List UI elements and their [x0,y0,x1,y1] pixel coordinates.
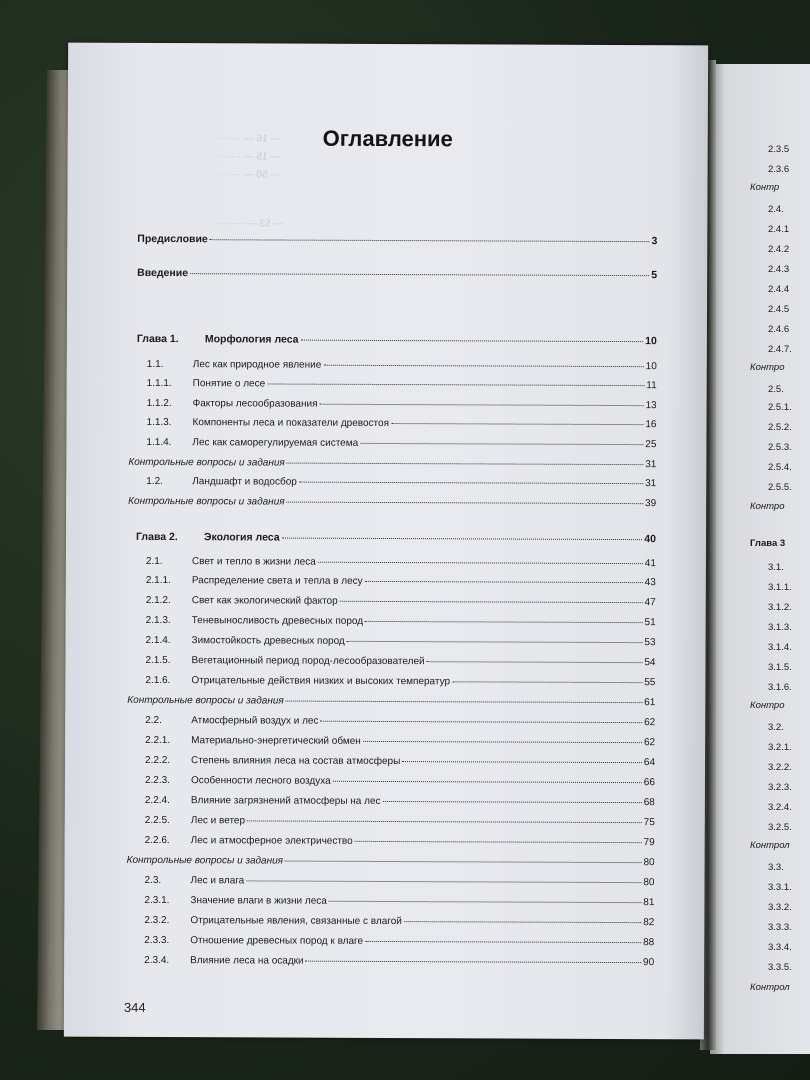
toc-section-row [144,935,654,948]
toc-entry-number: 2.1.6. [145,674,171,687]
toc-review-questions-row [128,496,656,509]
toc-entry-label: Контрольные вопросы и задания [126,854,284,867]
toc-page-number: 11 [646,380,657,392]
toc-entry-label: Экология леса [203,531,280,544]
bleed-through-text: — 50 — ······· [217,169,281,181]
toc-page-number: 40 [644,533,657,546]
toc-page-number: 75 [643,817,655,829]
dot-leader [285,861,641,864]
toc-section-row [145,735,655,748]
toc-entry-number: 2.1.3. [145,614,171,627]
toc-entry-label: Влияние загрязнений атмосферы на лес [190,795,381,807]
toc-section-row [146,635,656,648]
toc-page-number: 16 [645,419,657,431]
right-page-entry: 3.2.5. [768,822,792,833]
toc-section-row [147,398,657,411]
toc-page-number: 55 [644,677,656,689]
dot-leader [329,901,641,903]
right-page-entry: 2.4.3 [768,264,790,275]
toc-review-questions-row [127,855,655,868]
right-page-entry: 3.1.6. [768,682,792,693]
right-page-entry: 3.1.4. [768,642,792,653]
toc-page-number: 39 [645,498,657,510]
toc-entry-label: Понятие о лесе [192,378,266,390]
toc-section-row [145,775,655,788]
left-page [64,43,708,1040]
toc-section-row [146,417,656,430]
dot-leader [323,365,643,367]
toc-section-row [147,378,657,391]
right-page-entry: 3.3. [768,862,784,873]
toc-section-row [145,655,655,668]
toc-section-row [144,875,654,888]
right-page-entry: 2.5.5. [768,482,792,493]
right-page-entry: 3.2.1. [768,742,792,753]
toc-entry-label: Значение влаги в жизни леса [190,895,327,907]
toc-page-number: 31 [645,459,657,471]
toc-entry-number: 1.2. [146,475,163,488]
dot-leader [287,502,643,505]
toc-entry-number: 2.1.2. [145,594,171,607]
toc-entry-label: Лес как природное явление [192,359,322,371]
toc-entry-number: 2.2.6. [144,834,170,847]
right-page-entry: 3.2.3. [768,782,792,793]
right-page-entry: Контро [750,501,785,512]
toc-entry-label: Лес и ветер [190,815,246,827]
toc-entry-number: 2.3.3. [144,934,170,947]
toc-page-number: 53 [644,637,656,649]
toc-entry-number: Введение [137,266,189,280]
toc-page-number: 62 [643,737,656,749]
bleed-through-text: — 16 — ······· [217,133,281,145]
toc-page-number: 47 [644,597,656,609]
toc-chapter-row [136,531,656,545]
dot-leader [210,239,650,242]
toc-entry-label: Свет как экологический фактор [191,595,338,607]
toc-entry-number: 2.1.5. [145,654,171,667]
right-page-entry: Контро [750,362,785,373]
toc-entry-label: Контрольные вопросы и задания [127,694,284,707]
right-page-entry: 3.1.5. [768,662,792,673]
toc-section-row [145,815,655,828]
right-page [710,64,810,1054]
toc-entry-number: Глава 2. [135,530,178,544]
toc-entry-number: Глава 1. [136,332,179,346]
toc-entry-label: Теневыносливость древесных пород [191,615,364,627]
toc-page-number: 90 [643,957,655,969]
toc-entry-number: 2.1. [145,555,163,568]
toc-entry-label: Распределение света и тепла в лесу [191,575,363,587]
toc-section-row [147,359,657,372]
toc-section-row [146,575,656,588]
right-page-entry: 3.1.2. [768,602,792,613]
right-page-entry: 2.5.4. [768,462,792,473]
right-page-entry: 3.3.2. [768,902,792,913]
bleed-through-text: — 15 — ······· [217,151,281,163]
right-page-entry: Контрол [750,982,790,993]
right-page-entry: 2.4.6 [768,324,790,335]
toc-page-number: 79 [643,837,655,849]
right-page-entry: 3.1. [768,562,784,573]
toc-section-row [146,556,656,569]
toc-page-number: 54 [644,657,656,669]
toc-entry-label: Контрольные вопросы и задания [128,495,285,508]
right-page-entry: 2.4.2 [768,244,790,255]
toc-page-number: 61 [644,697,656,709]
right-page-entry: 2.4.1 [768,224,790,235]
dot-leader [320,404,644,406]
toc-entry-number: 2.2.3. [144,774,171,787]
toc-entry-number: 2.2. [145,714,162,727]
toc-entry-number: 2.1.1. [145,574,171,587]
toc-section-row [144,915,654,928]
page-number: 344 [123,999,146,1015]
right-page-entry: 3.1.3. [768,622,792,633]
toc-page-number: 10 [645,335,657,348]
toc-chapter-row [137,233,657,247]
toc-entry-label: Компоненты леса и показатели древостоя [192,417,390,430]
right-page-entry: 2.5.2. [768,422,792,433]
toc-section-row [145,795,655,808]
toc-page-number: 62 [644,717,656,729]
toc-page-number: 5 [651,269,658,282]
toc-page-number: 13 [645,400,657,412]
toc-page-number: 82 [643,917,655,929]
toc-entry-number: 1.1.1. [146,377,172,390]
toc-page-number: 66 [643,777,655,789]
dot-leader [365,621,642,623]
page-title: Оглавление [322,125,453,152]
dot-leader [333,781,642,783]
toc-entry-number: 2.2.2. [145,754,171,767]
dot-leader [286,701,642,704]
dot-leader [190,273,649,276]
toc-entry-number: 2.3. [144,874,162,887]
dot-leader [318,562,643,564]
toc-entry-label: Атмосферный воздух и лес [191,715,319,727]
right-page-entry: 2.5. [768,384,784,395]
toc-entry-label: Вегетационный период пород-лесообразователей [191,655,425,668]
right-page-entry: 3.3.4. [768,942,792,953]
toc-entry-label: Морфология леса [204,333,299,346]
toc-entry-label: Влияние леса на осадки [190,955,304,967]
toc-section-row [146,595,656,608]
dot-leader [404,921,641,923]
right-page-entry: 3.1.1. [768,582,792,593]
toc-page-number: 43 [644,577,656,589]
toc-chapter-row [137,333,657,347]
toc-entry-label: Материально-энергетический обмен [191,735,361,747]
toc-entry-number: 1.1.3. [146,416,172,429]
toc-page-number: 64 [643,757,656,769]
toc-page-number: 3 [651,235,658,248]
dot-leader [452,681,642,683]
toc-entry-label: Лес и атмосферное электричество [190,835,353,847]
right-page-entry: Контрол [750,840,790,851]
toc-entry-label: Степень влияния леса на состав атмосферы [191,755,401,768]
bleed-through-text: — 53 — ········ [217,218,284,230]
dot-leader [383,801,642,803]
toc-entry-label: Отношение древесных пород к влаге [190,935,364,947]
toc-entry-number: 2.3.2. [144,914,170,927]
right-page-entry: 2.4.7. [768,344,792,355]
toc-entry-number: 1.1.2. [146,397,172,410]
toc-section-row [144,955,654,968]
toc-section-row [145,675,655,688]
toc-page-number: 41 [644,558,656,570]
toc-entry-label: Лес как саморегулируемая система [192,437,359,449]
dot-leader [299,482,643,485]
dot-leader [246,880,641,883]
toc-review-questions-row [128,457,656,470]
dot-leader [360,443,643,445]
toc-entry-label: Факторы лесообразования [192,398,318,410]
right-page-entry: 3.3.3. [768,922,792,933]
toc-entry-number: 2.3.1. [144,894,170,907]
right-page-entry: 3.2.2. [768,762,792,773]
right-page-entry: 3.3.5. [768,962,792,973]
right-page-entry: 3.2. [768,722,784,733]
dot-leader [402,761,642,763]
toc-page-number: 68 [643,797,655,809]
toc-entry-number: 2.2.4. [144,794,170,807]
toc-entry-number: 2.2.5. [144,814,170,827]
toc-entry-number: 1.1. [146,358,164,371]
right-page-entry: 2.5.1. [768,402,792,413]
right-page-entry: 2.4. [768,204,784,215]
toc-section-row [145,835,655,848]
toc-entry-label: Контрольные вопросы и задания [128,456,285,469]
right-page-entry: 3.3.1. [768,882,792,893]
toc-section-row [146,615,656,628]
toc-entry-number: 2.2.1. [145,734,171,747]
dot-leader [365,581,643,583]
toc-section-row [146,437,656,450]
dot-leader [320,721,642,723]
toc-page-number: 88 [643,937,655,949]
toc-chapter-row [137,267,657,281]
toc-entry-label: Отрицательные действия низких и высоких температур [191,675,451,688]
toc-section-row [144,895,654,908]
toc-entry-label: Ландшафт и водосбор [192,476,297,488]
toc-entry-number: Предисловие [137,232,208,246]
toc-page-number: 25 [645,439,657,451]
toc-page-number: 80 [643,877,655,889]
toc-page-number: 80 [643,857,655,869]
toc-section-row [145,755,655,768]
toc-page-number: 51 [644,617,656,629]
dot-leader [363,741,642,743]
toc-section-row [145,715,655,728]
dot-leader [391,423,643,425]
right-page-entry: 2.4.5 [768,304,790,315]
right-page-entry: 2.4.4 [768,284,790,295]
right-page-entry: Глава 3 [750,538,786,549]
toc-entry-label: Свет и тепло в жизни леса [191,556,316,568]
toc-page-number: 31 [645,478,657,490]
toc-section-row [146,476,656,489]
toc-entry-label: Зимостойкость древесных пород [191,635,345,647]
right-page-entry: 2.3.6 [768,164,790,175]
toc-entry-label: Особенности лесного воздуха [190,775,331,787]
dot-leader [247,820,642,823]
right-page-entry: Контро [750,700,785,711]
dot-leader [427,661,643,663]
dot-leader [287,463,643,466]
toc-entry-label: Лес и влага [190,875,245,887]
dot-leader [365,941,641,943]
toc-entry-number: 2.3.4. [144,954,170,967]
right-page-entry: 3.2.4. [768,802,792,813]
toc-page-number: 10 [645,361,657,373]
toc-review-questions-row [127,695,655,708]
toc-entry-number: 1.1.4. [146,436,172,449]
dot-leader [306,961,641,963]
right-page-entry: 2.3.5 [768,144,790,155]
right-page-entry: 2.5.3. [768,442,792,453]
dot-leader [282,538,643,541]
dot-leader [301,340,644,342]
dot-leader [347,641,643,643]
toc-entry-number: 2.1.4. [145,634,171,647]
right-page-entry: Контр [750,182,780,193]
dot-leader [355,841,642,843]
toc-page-number: 81 [643,897,655,909]
dot-leader [267,383,644,386]
dot-leader [340,601,643,603]
toc-entry-label: Отрицательные явления, связанные с влагой [190,915,402,928]
